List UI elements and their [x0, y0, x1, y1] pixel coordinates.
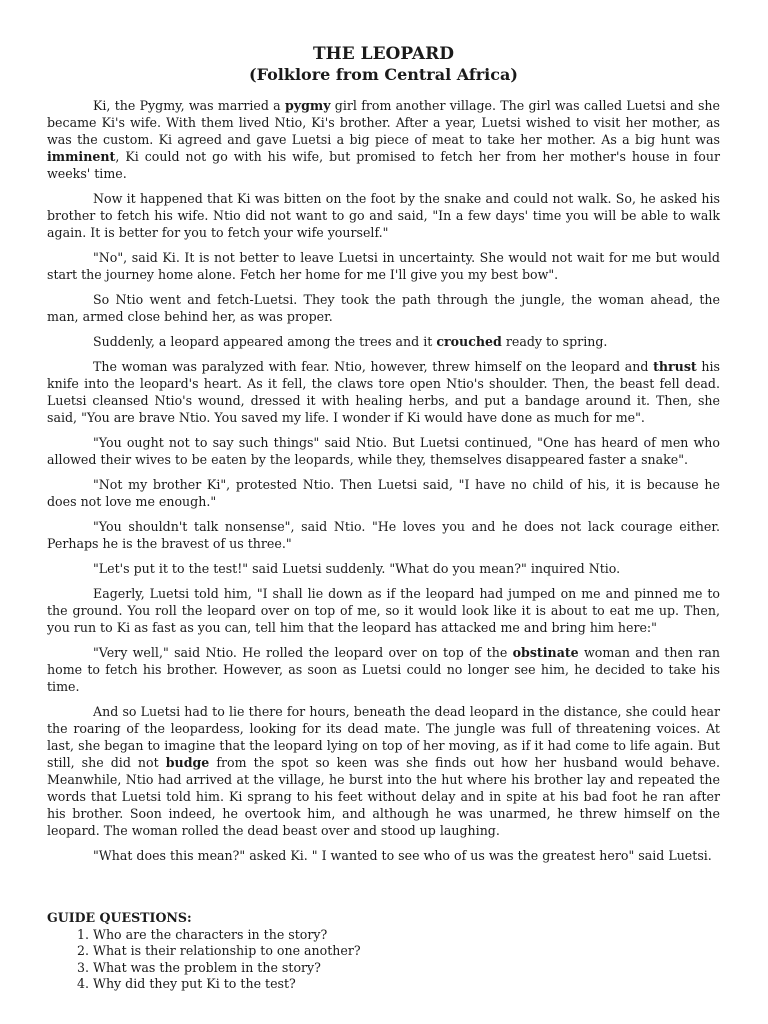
guide-questions-title: GUIDE QUESTIONS: — [47, 910, 192, 925]
vocabulary-word: pygmy — [284, 98, 331, 113]
paragraph-text: "Let's put it to the test!" said Luetsi suddenly. "What do you mean?" inquired Ntio. — [93, 561, 621, 576]
story-paragraph — [47, 560, 720, 577]
story-paragraph — [47, 518, 720, 552]
paragraph-text: "You shouldn't talk nonsense", said Ntio. "He loves you and he does not lack courage either. Perhaps he is the bravest of us three." — [47, 519, 720, 551]
vocabulary-word: thrust — [653, 359, 697, 374]
story-paragraph — [47, 249, 720, 283]
paragraph-text: his knife into the leopard's heart. As it fell, the claws tore open Ntio's shoulder. Then, the beast fell dead. Luetsi cleansed Ntio's wound, dressed it with healing herbs, and put a bandage around it. Then, she said, "You are brave Ntio. You saved my life. I wonder if Ki would have done as much for me". — [47, 359, 721, 425]
paragraph-text: "No", said Ki. It is not better to leave Luetsi in uncertainty. She would not wait for me but would start the journey home alone. Fetch her home for me I'll give you my best bow". — [47, 250, 720, 282]
guide-question: 1. Who are the characters in the story? — [93, 927, 720, 944]
vocabulary-word: imminent — [47, 149, 116, 164]
paragraph-text: "You ought not to say such things" said Ntio. But Luetsi continued, "One has heard of men who allowed their wives to be eaten by the leopards, while they, themselves disappeared faster a snake". — [47, 435, 720, 467]
vocabulary-word: crouched — [436, 334, 502, 349]
story-paragraph — [47, 644, 720, 695]
story-paragraph — [47, 333, 720, 350]
story-paragraph — [47, 358, 720, 426]
paragraph-text: Now it happened that Ki was bitten on the foot by the snake and could not walk. So, he asked his brother to fetch his wife. Ntio did not want to go and said, "In a few days' time you will be able to walk again. It is better for you to fetch your wife yourself." — [47, 191, 720, 240]
story-body — [47, 97, 720, 864]
vocabulary-word: budge — [165, 755, 210, 770]
paragraph-text: "What does this mean?" asked Ki. " I wanted to see who of us was the greatest hero" said Luetsi. — [93, 848, 712, 863]
guide-question: 4. Why did they put Ki to the test? — [93, 976, 720, 993]
paragraph-text: "Very well," said Ntio. He rolled the leopard over on top of the — [93, 645, 513, 660]
paragraph-text: Suddenly, a leopard appeared among the trees and it — [93, 334, 437, 349]
guide-question: 3. What was the problem in the story? — [93, 960, 720, 977]
paragraph-text: And so Luetsi had to lie there for hours, beneath the dead leopard in the distance, she could hear the roaring of the leopardess, looking for its dead mate. The jungle was full of threatening voices. At last, she began to imagine that the leopard lying on top of her moving, as if it had come to life again. But still, she did not — [47, 704, 720, 770]
story-paragraph — [47, 847, 720, 864]
story-paragraph — [47, 190, 720, 241]
document-subtitle: (Folklore from Central Africa) — [249, 65, 518, 84]
story-paragraph — [47, 703, 720, 839]
guide-questions-list — [47, 927, 720, 993]
paragraph-text: , Ki could not go with his wife, but promised to fetch her from her mother's house in four weeks' time. — [47, 149, 720, 181]
paragraph-text: woman and then ran home to fetch his brother. However, as soon as Luetsi could no longer see him, he decided to take his time. — [47, 645, 720, 694]
paragraph-text: The woman was paralyzed with fear. Ntio, however, threw himself on the leopard and — [93, 359, 654, 374]
paragraph-text: ready to spring. — [501, 334, 608, 349]
paragraph-text: girl from another village. The girl was called Luetsi and she became Ki's wife. With them lived Ntio, Ki's brother. After a year, Luetsi wished to visit her mother, as was the custom. Ki agreed and gave Luetsi a big piece of meat to take her mother. As a big hunt was — [47, 98, 720, 147]
story-paragraph — [47, 585, 720, 636]
vocabulary-word: obstinate — [512, 645, 579, 660]
paragraph-text: So Ntio went and fetch-Luetsi. They took the path through the jungle, the woman ahead, the man, armed close behind her, as was proper. — [47, 292, 720, 324]
document-title: THE LEOPARD — [313, 44, 454, 64]
paragraph-text: from the spot so keen was she finds out how her husband would behave. Meanwhile, Ntio had arrived at the village, he burst into the hut where his brother lay and repeated the words that Luetsi told him. Ki sprang to his feet without delay and in spite at his bad foot he ran after his brother. Soon indeed, he overtook him, and although he was unarmed, he threw himself on the leopard. The woman rolled the dead beast over and stood up laughing. — [47, 755, 720, 838]
story-paragraph — [47, 434, 720, 468]
story-paragraph — [47, 97, 720, 182]
guide-question: 2. What is their relationship to one another? — [93, 943, 720, 960]
story-paragraph — [47, 291, 720, 325]
guide-questions — [47, 910, 720, 993]
paragraph-text: Ki, the Pygmy, was married a — [93, 98, 285, 113]
paragraph-text: "Not my brother Ki", protested Ntio. Then Luetsi said, "I have no child of his, it is because he does not love me enough." — [47, 477, 720, 509]
paragraph-text: Eagerly, Luetsi told him, "I shall lie down as if the leopard had jumped on me and pinned me to the ground. You roll the leopard over on top of me, so it would look like it is about to eat me up. Then, you run to Ki as fast as you can, tell him that the leopard has attacked me and bring him here:" — [47, 586, 720, 635]
story-paragraph — [47, 476, 720, 510]
